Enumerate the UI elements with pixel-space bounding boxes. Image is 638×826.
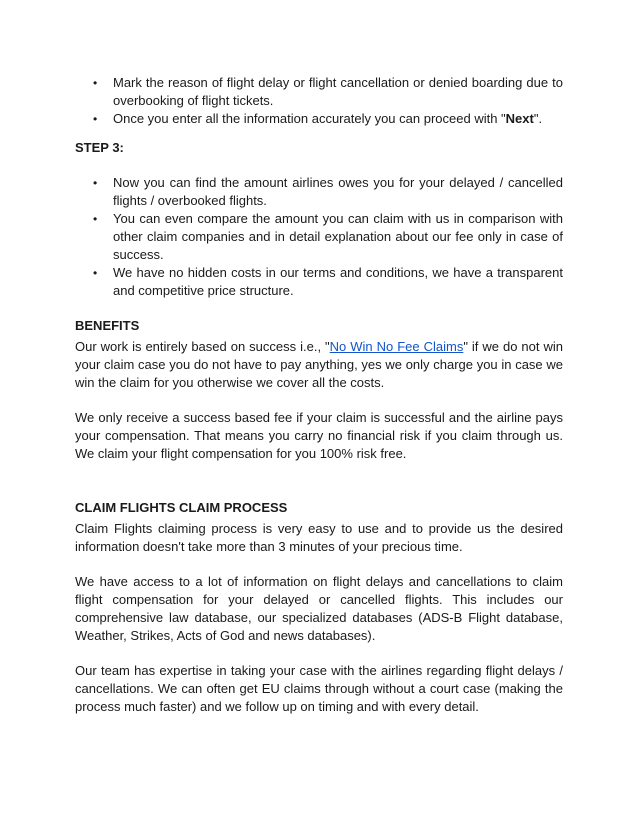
bullet-text: Now you can find the amount airlines owes you for your delayed / cancelled flights / overbooked flights. — [113, 175, 563, 208]
process-paragraph-1: Claim Flights claiming process is very easy to use and to provide us the desired information doesn't take more than 3 minutes of your precious time. — [75, 521, 563, 554]
bullet-text: We have no hidden costs in our terms and conditions, we have a transparent and competitive price structure. — [113, 265, 563, 298]
bullet-text: You can even compare the amount you can claim with us in comparison with other claim companies and in detail explanation about our fee only in case of success. — [113, 211, 563, 262]
next-keyword: Next — [505, 111, 534, 126]
process-paragraph-2: We have access to a lot of information on flight delays and cancellations to claim flight compensation for your delayed or cancelled flights. This includes our comprehensive law database, our specialized databases (ADS-B Flight database, Weather, Strikes, Acts of God and news databases). — [75, 574, 563, 643]
no-win-no-fee-link[interactable]: No Win No Fee Claims — [329, 339, 464, 354]
benefits-heading: BENEFITS — [75, 318, 140, 333]
list-item — [75, 110, 563, 128]
paragraph-text: " if we do not win your claim case you do not have to pay anything, yes we only charge you in case we win the claim for you otherwise we cover all the costs. — [75, 339, 563, 390]
document-page — [75, 74, 563, 716]
benefits-paragraph-2: We only receive a success based fee if your claim is successful and the airline pays your compensation. That means you carry no financial risk if you claim through us. We claim your flight compensation for you 100% risk free. — [75, 410, 563, 461]
paragraph-text: Our work is entirely based on success i.e., " — [75, 339, 330, 354]
step3-bullet-list — [75, 174, 563, 300]
bullet-text: Mark the reason of flight delay or flight cancellation or denied boarding due to overbooking of flight tickets. — [113, 75, 563, 108]
step2-bullet-list — [75, 74, 563, 128]
step3-heading: STEP 3: — [75, 140, 124, 155]
benefits-paragraph-1 — [75, 338, 563, 392]
process-heading: CLAIM FLIGHTS CLAIM PROCESS — [75, 500, 288, 515]
bullet-text: ". — [533, 111, 543, 126]
list-item — [75, 74, 563, 110]
list-item — [75, 210, 563, 264]
bullet-text: Once you enter all the information accurately you can proceed with " — [113, 111, 506, 126]
process-paragraph-3: Our team has expertise in taking your case with the airlines regarding flight delays / cancellations. We can often get EU claims through without a court case (making the process much faster) and we follow up on timing and with every detail. — [75, 663, 563, 714]
list-item — [75, 264, 563, 300]
list-item — [75, 174, 563, 210]
